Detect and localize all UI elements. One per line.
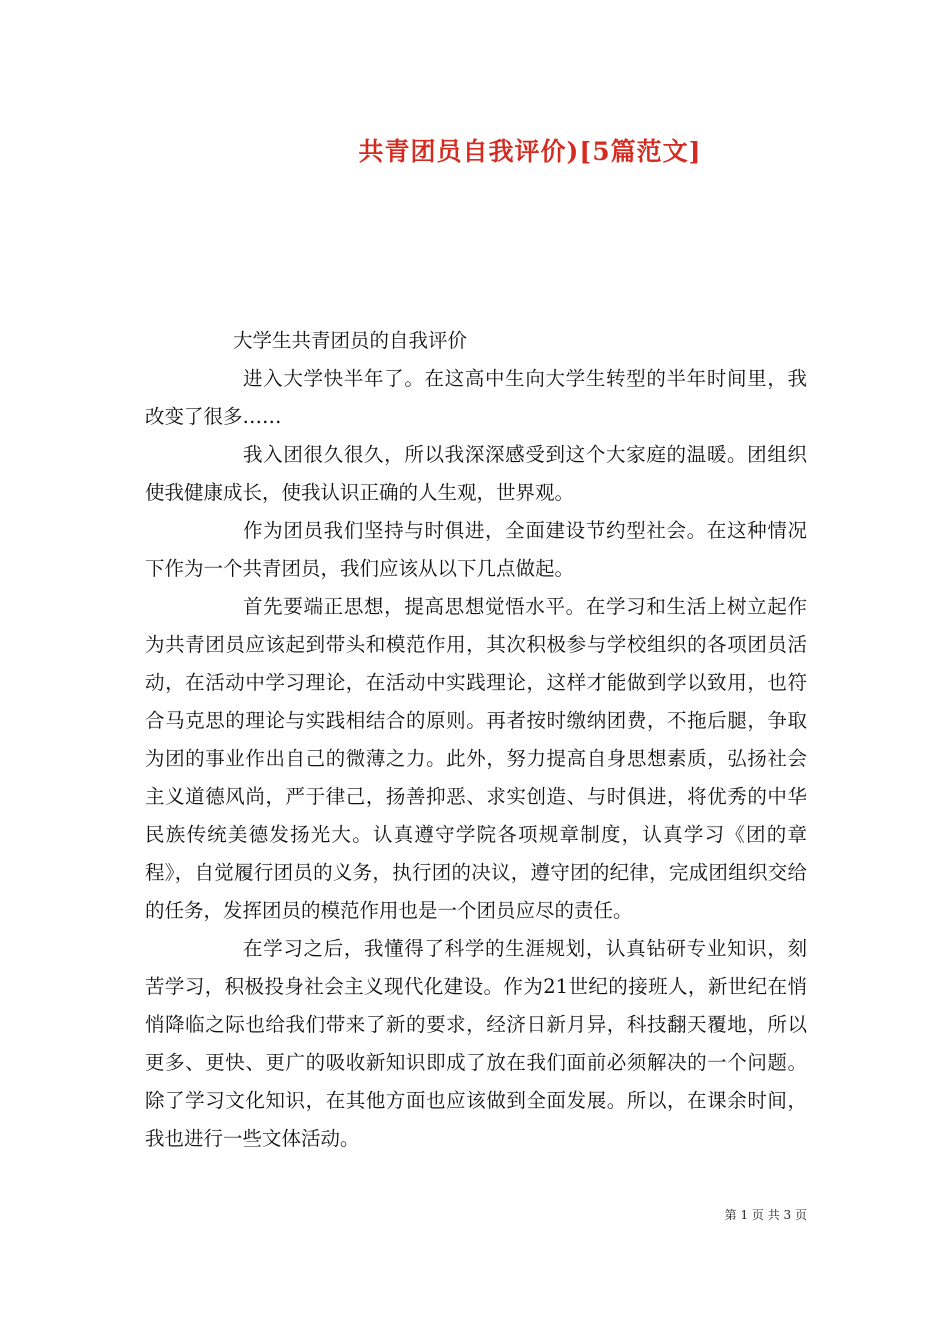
- document-body: [145, 322, 807, 1158]
- paragraph-5: 在学习之后，我懂得了科学的生涯规划，认真钻研专业知识，刻苦学习，积极投身社会主义现代化建设。作为21世纪的接班人，新世纪在悄悄降临之际也给我们带来了新的要求，经济日新月异，科技翻天覆地，所以更多、更快、更广的吸收新知识即成了放在我们面前必须解决的一个问题。除了学习文化知识，在其他方面也应该做到全面发展。所以，在课余时间，我也进行一些文体活动。: [145, 937, 807, 1150]
- document-title: 共青团员自我评价)[5篇范文]: [358, 137, 702, 166]
- paragraph-4: 首先要端正思想，提高思想觉悟水平。在学习和生活上树立起作为共青团员应该起到带头和模范作用，其次积极参与学校组织的各项团员活动，在活动中学习理论，在活动中实践理论，这样才能做到学以致用，也符合马克思的理论与实践相结合的原则。再者按时缴纳团费，不拖后腿，争取为团的事业作出自己的微薄之力。此外，努力提高自身思想素质，弘扬社会主义道德风尚，严于律己，扬善抑恶、求实创造、与时俱进，将优秀的中华民族传统美德发扬光大。认真遵守学院各项规章制度，认真学习《团的章程》，自觉履行团员的义务，执行团的决议，遵守团的纪律，完成团组织交给的任务，发挥团员的模范作用也是一个团员应尽的责任。: [145, 595, 807, 922]
- paragraph-1: 进入大学快半年了。在这高中生向大学生转型的半年时间里，我改变了很多……: [145, 367, 807, 428]
- paragraph-3: 作为团员我们坚持与时俱进，全面建设节约型社会。在这种情况下作为一个共青团员，我们应该从以下几点做起。: [145, 519, 807, 580]
- paragraph-2: 我入团很久很久，所以我深深感受到这个大家庭的温暖。团组织使我健康成长，使我认识正确的人生观，世界观。: [145, 443, 807, 504]
- section-heading: 大学生共青团员的自我评价: [233, 329, 468, 352]
- page-number-footer: 第 1 页 共 3 页: [724, 1208, 807, 1222]
